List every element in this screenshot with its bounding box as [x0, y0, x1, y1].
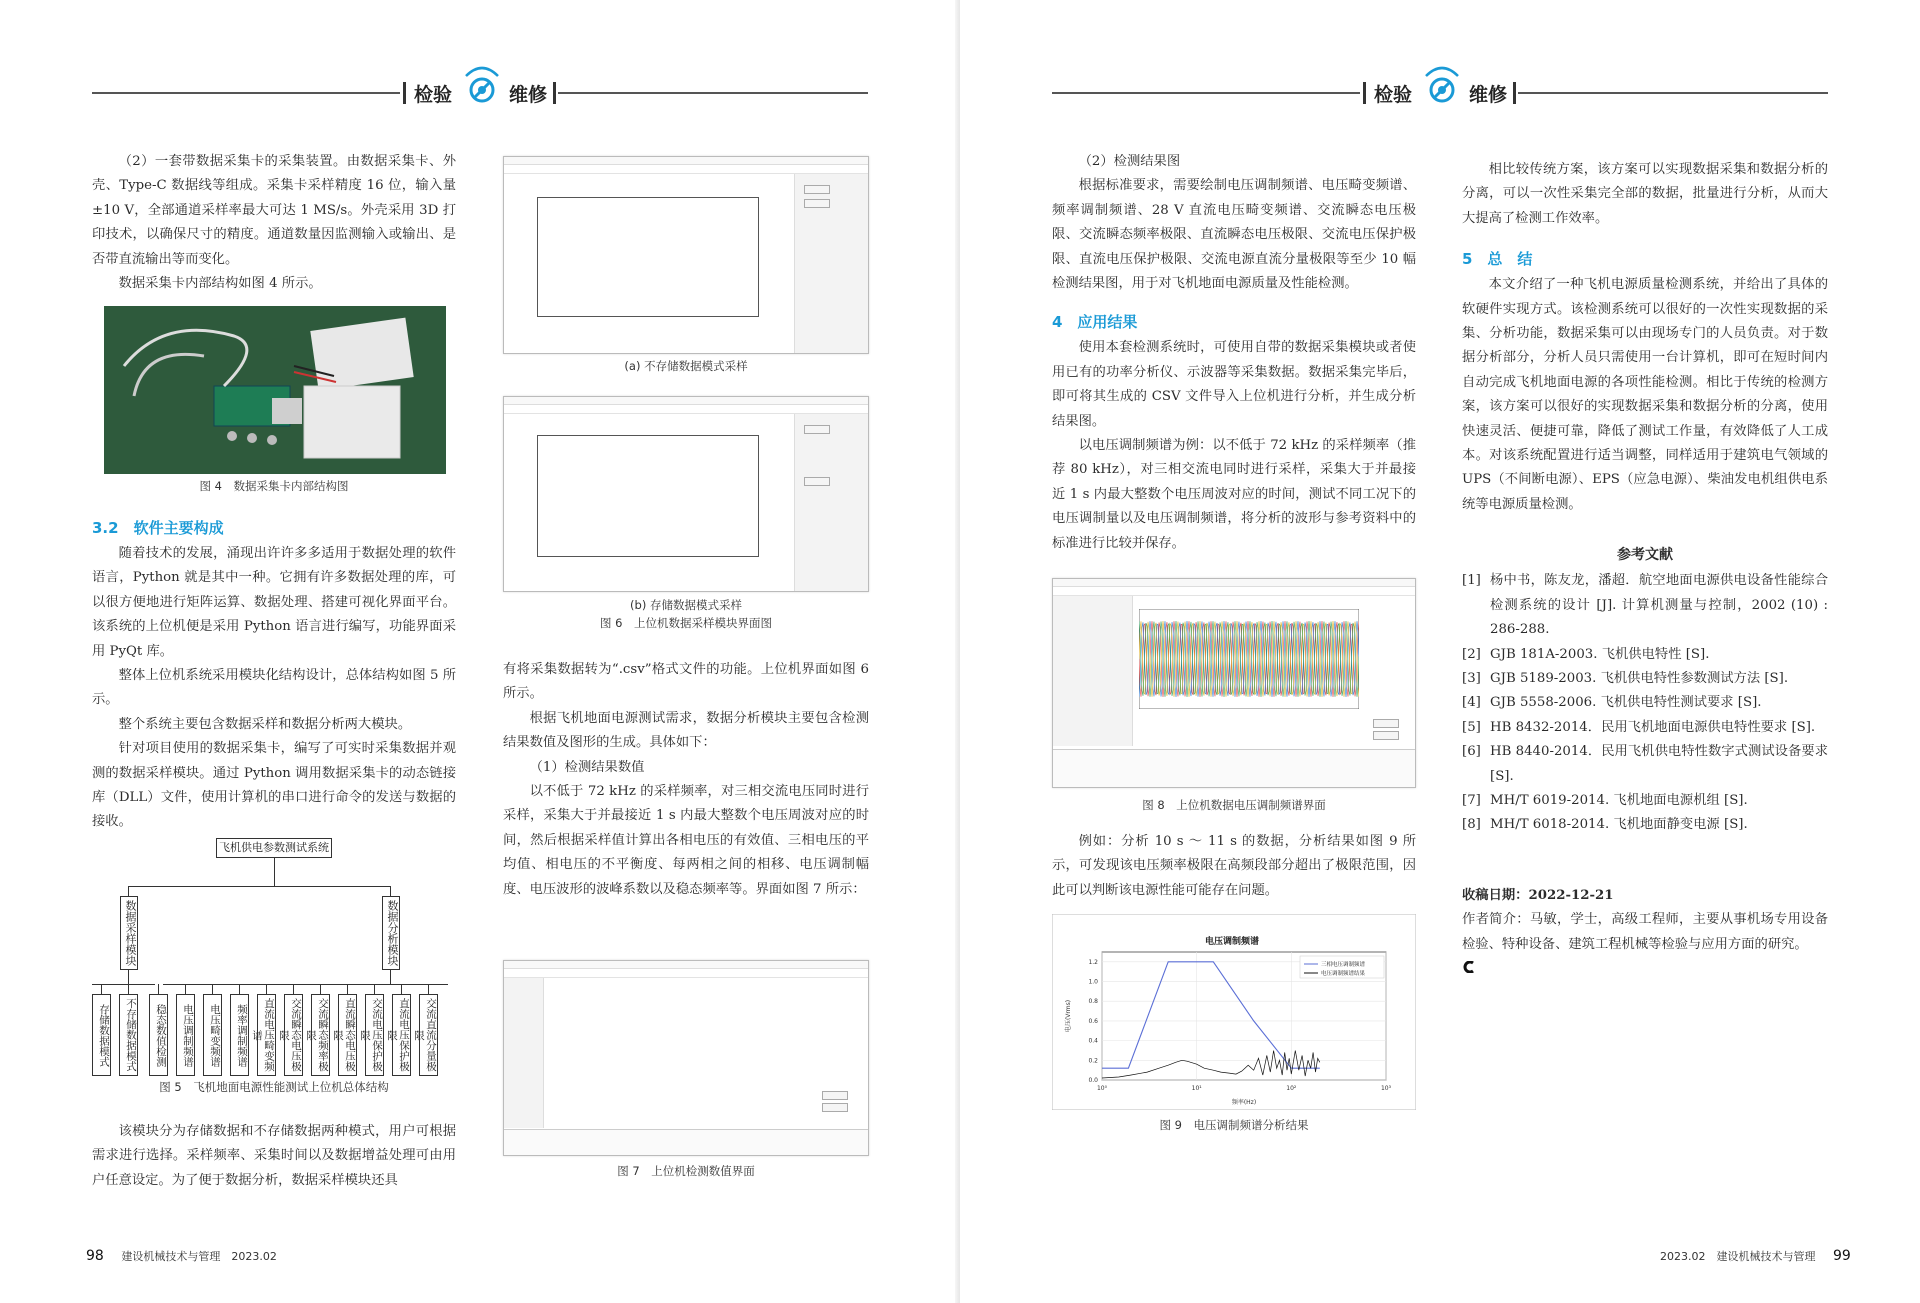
chart-title: 电压调制频谱	[1204, 937, 1260, 947]
section-heading-4: 4 应用结果	[1052, 313, 1138, 332]
legend-label: 三相电压调制频谱	[1321, 962, 1366, 968]
header-rule-right	[558, 92, 868, 94]
mini-button	[1373, 731, 1399, 740]
journal-info: 2023.02 建设机械技术与管理	[1660, 1250, 1816, 1263]
window-titlebar	[504, 961, 868, 969]
org-leaf: 存储数据模式	[92, 994, 111, 1076]
fig6a-caption: (a) 不存储数据模式采样	[624, 359, 748, 373]
reference-item	[1462, 740, 1828, 789]
fig6a-screenshot	[503, 156, 869, 354]
window-titlebar	[504, 397, 868, 405]
mini-button	[822, 1103, 848, 1112]
fig4-photo	[104, 306, 446, 474]
paragraph: 整体上位机系统采用模块化结构设计，总体结构如图 5 所示。	[92, 668, 456, 708]
paragraph: 数据采集卡内部结构如图 4 所示。	[118, 276, 322, 292]
connector	[128, 970, 129, 984]
y-tick-label: 1.2	[1088, 958, 1098, 966]
paragraph: （1）检测结果数值	[529, 759, 645, 775]
wrench-gear-icon	[460, 62, 504, 106]
reference-number: [3]	[1462, 671, 1481, 687]
org-leaf: 频率调制频谱	[230, 994, 249, 1076]
reference-item	[1462, 569, 1828, 642]
header-word-inspect: 检验	[414, 84, 453, 106]
org-leaf: 交流瞬态电压极限	[284, 994, 303, 1076]
paragraph: 以不低于 72 kHz 的采样频率，对三相交流电压同时进行采样，采集大于并最接近 1 s 内最大整数个电压周波对应的时间，然后根据采样值计算出各相电压的有效值、三相电压的平均值、相电压的不平衡度、每两相之间的相移、电压调制幅度、电压波形的波峰系数以及稳态频率等。界面如图 7 所示：	[503, 784, 869, 897]
header-rule-right	[1518, 92, 1828, 94]
page-number: 98	[86, 1248, 104, 1264]
paragraph: 随着技术的发展，涌现出许许多多适用于数据处理的软件语言，Python 就是其中一种。它拥有许多数据处理的库，可以很方便地进行矩阵运算、数据处理、搭建可视化界面平台。该系统的上位机便是采用 Python 语言进行编写，功能界面采用 PyQt 库。	[92, 546, 456, 659]
paragraph: 根据飞机地面电源测试需求，数据分析模块主要包含检测结果数值及图形的生成。具体如下：	[503, 710, 869, 751]
y-tick-label: 1.0	[1088, 978, 1098, 986]
plot-area	[537, 197, 759, 317]
fig6-caption: 图 6 上位机数据采样模块界面图	[600, 616, 772, 630]
reference-number: [8]	[1462, 817, 1481, 833]
right-page	[960, 0, 1920, 1303]
right-column-1	[1052, 150, 1416, 556]
side-panel	[794, 414, 869, 592]
fig9-chart	[1052, 914, 1416, 1110]
header-word-repair: 维修	[509, 84, 548, 106]
org-branch-sampling: 数据采样模块	[120, 896, 138, 970]
header-rule-left	[1052, 92, 1360, 94]
reference-number: [4]	[1462, 695, 1481, 711]
reference-number: [5]	[1462, 719, 1481, 735]
wrench-gear-icon	[1420, 62, 1464, 106]
y-tick-label: 0.8	[1088, 998, 1098, 1006]
log-panel	[1053, 749, 1416, 788]
reference-text: GJB 181A-2003. 飞机供电特性 [S].	[1490, 646, 1710, 662]
connector	[428, 984, 429, 994]
mini-button	[804, 185, 830, 194]
x-tick-label: 10²	[1286, 1085, 1297, 1092]
x-axis-label: 频率(Hz)	[1231, 1099, 1257, 1106]
window-menubar	[1053, 587, 1415, 596]
section-heading-3-2: 3.2 软件主要构成	[92, 519, 224, 537]
legend-label: 电压调制频谱结果	[1321, 971, 1366, 977]
paragraph: 针对项目使用的数据采集卡，编写了可实时采集数据并观测的数据采样模块。通过 Python 调用数据采集卡的动态链接库（DLL）文件，使用计算机的串口进行命令的发送与数据的接收。	[92, 741, 456, 830]
fig7-caption: 图 7 上位机检测数值界面	[617, 1164, 755, 1178]
waveform-plot	[1139, 609, 1359, 709]
left-column-1c	[92, 1120, 456, 1193]
org-leaf: 直流电压畸变频谱	[257, 994, 276, 1076]
left-panel	[1053, 596, 1133, 746]
window-menubar	[504, 405, 868, 414]
x-tick-label: 10³	[1380, 1085, 1392, 1092]
connector	[158, 984, 159, 994]
connector	[274, 858, 275, 886]
connector	[266, 984, 267, 994]
fig8-screenshot	[1052, 578, 1416, 788]
org-leaf: 不存储数据模式	[119, 994, 138, 1076]
paragraph: 使用本套检测系统时，可使用自带的数据采集模块或者使用已有的功率分析仪、示波器等采集数据。数据采集完毕后，即可将其生成的 CSV 文件导入上位机进行分析，并生成分析结果图。	[1052, 340, 1416, 429]
fig9-caption: 图 9 电压调制频谱分析结果	[1159, 1118, 1309, 1132]
org-leaf: 电压畸变频谱	[203, 994, 222, 1076]
connector	[163, 984, 448, 985]
fig5-structure-diagram	[92, 838, 456, 1078]
org-branch-analysis: 数据分析模块	[382, 896, 400, 970]
left-panel	[504, 978, 544, 1128]
header-divider	[1513, 82, 1516, 104]
received-date: 收稿日期：2022-12-21	[1462, 888, 1614, 903]
reference-text: GJB 5558-2006. 飞机供电特性测试要求 [S].	[1490, 695, 1762, 711]
references-title: 参考文献	[1617, 547, 1673, 563]
footer-right	[1660, 1248, 1851, 1264]
org-leaf: 电压调制频谱	[176, 994, 195, 1076]
connector	[390, 970, 391, 984]
reference-text: GJB 5189-2003. 飞机供电特性参数测试方法 [S].	[1490, 671, 1789, 687]
reference-item	[1462, 667, 1828, 691]
header-rule-left	[92, 92, 400, 94]
header-word-inspect: 检验	[1374, 84, 1413, 106]
author-info	[1462, 884, 1828, 957]
y-tick-label: 0.6	[1088, 1017, 1098, 1025]
section-heading-5: 5 总 结	[1462, 250, 1533, 269]
reference-text: HB 8440-2014．民用飞机供电特性数字式测试设备要求 [S].	[1490, 744, 1828, 784]
paragraph: 该模块分为存储数据和不存储数据两种模式，用户可根据需求进行选择。采样频率、采集时间以及数据增益处理可由用户任意设定。为了便于数据分析，数据采样模块还具	[92, 1124, 456, 1188]
connector	[212, 984, 213, 994]
reference-text: HB 8432-2014．民用飞机地面电源供电特性要求 [S].	[1490, 719, 1816, 735]
paragraph: （2）一套带数据采集卡的采集装置。由数据采集卡、外壳、Type-C 数据线等组成。采集卡采样精度 16 位，输入量 ±10 V，全部通道采样率最大可达 1 MS/s。外壳采用 3D 打印技术，以确保尺寸的精度。通道数量因监测输入或输出、是否带直流输出等而变化。	[92, 154, 456, 267]
end-mark-icon	[1463, 961, 1475, 973]
mini-button	[804, 199, 830, 208]
paragraph: 本文介绍了一种飞机电源质量检测系统，并给出了具体的软硬件实现方式。该检测系统可以很好的一次性实现数据的采集、分析功能，数据采集可以由现场专门的人员负责。对于数据分析部分，分析人员只需使用一台计算机，即可在短时间内自动完成飞机地面电源的各项性能检测。相比于传统的检测方案，该方案可以很好的实现数据采集和数据分析的分离，使用快速灵活、便捷可靠，降低了测试工作量，有效降低了人工成本。对该系统配置进行适当调整，同样适用于建筑电气领域的 UPS（不间断电源）、EPS（应急电源）、柴油发电机组供电系统等电源质量检测。	[1462, 277, 1828, 512]
header-divider	[403, 82, 406, 104]
connector	[347, 984, 348, 994]
org-leaf: 稳态数值检测	[149, 994, 168, 1076]
reference-item	[1462, 691, 1828, 715]
x-tick-label: 10⁰	[1096, 1085, 1108, 1092]
connector	[128, 886, 129, 896]
paragraph: 根据标准要求，需要绘制电压调制频谱、电压畸变频谱、频率调制频谱、28 V 直流电压畸变频谱、交流瞬态电压极限、交流瞬态频率极限、直流瞬态电压极限、交流电压保护极限、直流电压保护极限、交流电源直流分量极限等至少 10 幅检测结果图，用于对飞机地面电源质量及性能检测。	[1052, 178, 1416, 292]
paragraph: 相比较传统方案，该方案可以实现数据采集和数据分析的分离，可以一次性采集完全部的数据，批量进行分析，从而大大提高了检测工作效率。	[1462, 162, 1828, 226]
connector	[239, 984, 240, 994]
reference-item	[1462, 813, 1828, 837]
connector	[401, 984, 402, 994]
y-tick-label: 0.2	[1088, 1057, 1098, 1065]
paragraph: 整个系统主要包含数据采样和数据分析两大模块。	[118, 716, 412, 732]
y-tick-label: 0.0	[1088, 1077, 1098, 1084]
reference-item	[1462, 716, 1828, 740]
y-axis-label: 电压(Vrms)	[1065, 999, 1072, 1033]
journal-info: 建设机械技术与管理 2023.02	[121, 1250, 277, 1263]
left-column-1b	[92, 514, 456, 835]
log-panel	[504, 1129, 869, 1156]
mini-button	[804, 477, 830, 486]
reference-text: MH/T 6018-2014. 飞机地面静变电源 [S].	[1490, 817, 1748, 833]
mini-button	[822, 1091, 848, 1100]
connector	[374, 984, 375, 994]
y-tick-label: 0.4	[1088, 1037, 1098, 1045]
connector	[128, 886, 390, 887]
header-divider	[1363, 82, 1366, 104]
reference-number: [1]	[1462, 573, 1481, 589]
paragraph: 以电压调制频谱为例：以不低于 72 kHz 的采样频率（推荐 80 kHz），对三相交流电同时进行采样，采集大于并最接近 1 s 内最大整数个电压周波对应的时间，测试不同工况下的电压调制量以及电压调制频谱，将分析的波形与参考资料中的标准进行比较并保存。	[1052, 438, 1416, 551]
connector	[128, 984, 129, 994]
paragraph: （2）检测结果图	[1078, 154, 1181, 169]
left-column-2	[503, 658, 869, 902]
fig6b-screenshot	[503, 396, 869, 592]
fig4-caption: 图 4 数据采集卡内部结构图	[199, 479, 349, 493]
right-column-1b	[1052, 830, 1416, 903]
reference-item	[1462, 643, 1828, 667]
org-leaf: 交流瞬态频率极限	[311, 994, 330, 1076]
connector	[101, 984, 102, 994]
connector	[185, 984, 186, 994]
fig7-screenshot	[503, 960, 869, 1156]
org-leaf: 交流电压保护极限	[365, 994, 384, 1076]
page-number: 99	[1833, 1248, 1851, 1264]
reference-number: [6]	[1462, 744, 1481, 760]
paragraph: 例如：分析 10 s ～ 11 s 的数据，分析结果如图 9 所示，可发现该电压频率极限在高频段部分超出了极限范围，因此可以判断该电源性能可能存在问题。	[1052, 834, 1416, 898]
plot-area	[537, 435, 759, 557]
mini-button	[804, 425, 830, 434]
mini-button	[1373, 719, 1399, 728]
reference-item	[1462, 789, 1828, 813]
connector	[293, 984, 294, 994]
org-leaf: 直流瞬态电压极限	[338, 994, 357, 1076]
window-titlebar	[1053, 579, 1415, 587]
window-menubar	[504, 969, 868, 978]
references	[1462, 543, 1828, 838]
reference-text: MH/T 6019-2014. 飞机地面电源机组 [S].	[1490, 793, 1748, 809]
paragraph: 有将采集数据转为“.csv”格式文件的功能。上位机界面如图 6 所示。	[503, 662, 869, 702]
reference-list	[1462, 569, 1828, 837]
data-acquisition-card-image	[104, 306, 446, 474]
org-leaf: 交流直流分量极限	[419, 994, 438, 1076]
footer-left	[86, 1248, 277, 1264]
left-column-1	[92, 150, 456, 296]
right-column-2	[1462, 158, 1828, 517]
header-divider	[553, 82, 556, 104]
reference-text: 杨中书，陈友龙，潘超．航空地面电源供电设备性能综合检测系统的设计 [J]. 计算机测量与控制，2002 (10) : 286-288.	[1490, 573, 1828, 638]
connector	[390, 886, 391, 896]
reference-number: [2]	[1462, 646, 1481, 662]
fig5-caption: 图 5 飞机地面电源性能测试上位机总体结构	[159, 1080, 389, 1094]
fig6b-caption: (b) 存储数据模式采样	[630, 598, 742, 612]
header-word-repair: 维修	[1469, 84, 1508, 106]
org-root: 飞机供电参数测试系统	[216, 838, 332, 858]
fig8-caption: 图 8 上位机数据电压调制频谱界面	[1142, 798, 1326, 812]
window-titlebar	[504, 157, 868, 165]
author-bio: 作者简介：马敏，学士，高级工程师，主要从事机场专用设备检验、特种设备、建筑工程机械等检验与应用方面的研究。	[1462, 912, 1828, 952]
connector	[320, 984, 321, 994]
org-leaf: 直流电压保护极限	[392, 994, 411, 1076]
reference-number: [7]	[1462, 793, 1481, 809]
window-menubar	[504, 165, 868, 174]
x-tick-label: 10¹	[1191, 1085, 1202, 1092]
